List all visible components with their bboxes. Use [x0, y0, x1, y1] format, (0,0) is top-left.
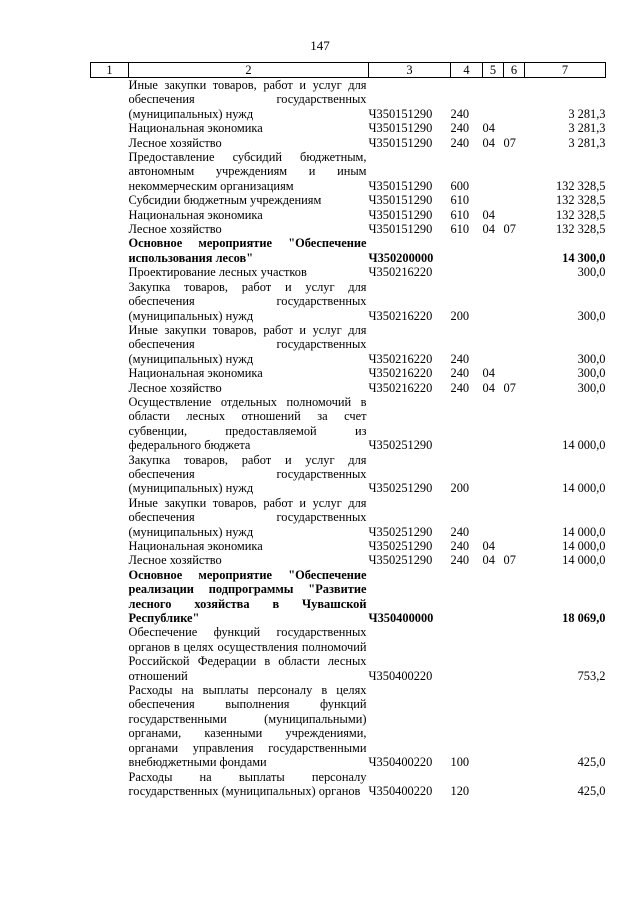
- row-sum: 753,2: [577, 668, 606, 683]
- row-empty-cell: [91, 323, 129, 366]
- row-empty-cell: [91, 453, 129, 496]
- row-code: Ч350151290: [368, 193, 433, 208]
- row-name: Иные закупки товаров, работ и услуг для обеспечения государственных (муниципальных) нужд: [128, 322, 367, 366]
- row-section: [483, 683, 504, 769]
- row-subsection: [504, 121, 525, 135]
- header-col-2: 2: [129, 63, 369, 78]
- row-sum: 3 281,3: [568, 106, 606, 121]
- table-row: [91, 625, 606, 683]
- table-row: [91, 193, 606, 207]
- row-name: Основное мероприятие "Обеспечение реализации подпрограммы "Развитие лесного хозяйства в Чувашской Республике": [128, 567, 367, 626]
- table-row: [91, 366, 606, 380]
- row-empty-cell: [91, 625, 129, 683]
- row-subsection: [504, 150, 525, 193]
- row-name: Лесное хозяйство: [128, 222, 222, 237]
- row-sum: 132 328,5: [555, 207, 606, 222]
- table-row: [91, 553, 606, 567]
- row-name: Проектирование лесных участков: [128, 265, 307, 280]
- row-section: [483, 323, 504, 366]
- row-code: Ч350400220: [368, 755, 433, 770]
- row-name: Лесное хозяйство: [128, 135, 222, 150]
- budget-table: [90, 62, 606, 798]
- row-expense-type: [451, 265, 483, 279]
- header-col-4: 4: [451, 63, 483, 78]
- table-row: [91, 323, 606, 366]
- row-code: Ч350251290: [368, 524, 433, 539]
- header-col-6: 6: [504, 63, 525, 78]
- row-sum: 425,0: [577, 783, 606, 798]
- row-sum: 132 328,5: [555, 193, 606, 208]
- row-expense-type: 200: [450, 308, 470, 323]
- row-subsection: [504, 625, 525, 683]
- row-empty-cell: [91, 280, 129, 323]
- row-expense-type: 600: [450, 178, 470, 193]
- row-expense-type: 200: [450, 481, 470, 496]
- row-sum: 18 069,0: [562, 611, 606, 626]
- row-sum: 300,0: [577, 265, 606, 280]
- table-row: [91, 381, 606, 395]
- row-code: Ч350216220: [368, 380, 433, 395]
- table-row: [91, 683, 606, 769]
- row-sum: 132 328,5: [555, 178, 606, 193]
- row-section: [483, 280, 504, 323]
- row-subsection: 07: [503, 222, 516, 237]
- table-row: [91, 770, 606, 799]
- row-subsection: [504, 496, 525, 539]
- row-section: [483, 193, 504, 207]
- row-code: Ч350151290: [368, 135, 433, 150]
- table-row: [91, 78, 606, 122]
- table-body: [91, 78, 606, 799]
- row-expense-type: 100: [450, 755, 470, 770]
- row-subsection: [504, 280, 525, 323]
- row-sum: 300,0: [577, 351, 606, 366]
- table-row: [91, 236, 606, 265]
- table-row: [91, 496, 606, 539]
- row-expense-type: 240: [450, 121, 470, 136]
- header-col-7: 7: [525, 63, 606, 78]
- row-name: Предоставление субсидий бюджетным, автономным учреждениям и иным некоммерческим организациям: [128, 150, 367, 193]
- row-empty-cell: [91, 553, 129, 567]
- row-empty-cell: [91, 193, 129, 207]
- row-name: Национальная экономика: [128, 121, 263, 136]
- row-section: 04: [482, 135, 495, 150]
- row-subsection: [504, 323, 525, 366]
- row-sum: 300,0: [577, 308, 606, 323]
- row-section: [483, 265, 504, 279]
- row-subsection: 07: [503, 380, 516, 395]
- row-empty-cell: [91, 568, 129, 626]
- table-row: [91, 150, 606, 193]
- row-sum: 14 000,0: [562, 438, 606, 453]
- header-col-3: 3: [369, 63, 451, 78]
- row-expense-type: 240: [450, 539, 470, 553]
- row-name: Осуществление отдельных полномочий в области лесных отношений за счет субвенции, предоставляемой из федерального бюджета: [128, 394, 367, 453]
- row-sum: 14 000,0: [562, 481, 606, 496]
- row-expense-type: 610: [450, 207, 470, 222]
- row-code: Ч350251290: [368, 481, 433, 496]
- row-subsection: [504, 453, 525, 496]
- row-subsection: [504, 236, 525, 265]
- row-sum: 14 000,0: [562, 553, 606, 568]
- page-number: 147: [310, 38, 330, 53]
- row-subsection: 07: [503, 135, 516, 150]
- row-expense-type: 240: [450, 351, 470, 366]
- row-empty-cell: [91, 366, 129, 380]
- row-empty-cell: [91, 265, 129, 279]
- row-name: Иные закупки товаров, работ и услуг для обеспечения государственных (муниципальных) нужд: [128, 78, 367, 121]
- row-section: [483, 395, 504, 453]
- row-code: Ч350216220: [368, 265, 433, 280]
- row-name: Лесное хозяйство: [128, 553, 222, 568]
- row-name: Расходы на выплаты персоналу в целях обеспечения выполнения функций государственными (муниципальными) органами, казенными учреждениями, органами управления государственными внебюджетными фондами: [128, 683, 367, 770]
- row-expense-type: [451, 568, 483, 626]
- table-row: [91, 222, 606, 236]
- row-section: 04: [482, 380, 495, 395]
- row-subsection: [504, 395, 525, 453]
- row-code: Ч350400220: [368, 783, 433, 798]
- row-empty-cell: [91, 222, 129, 236]
- row-sum: 14 000,0: [562, 524, 606, 539]
- row-section: [483, 236, 504, 265]
- row-subsection: [504, 193, 525, 207]
- table-row: [91, 208, 606, 222]
- row-sum: 3 281,3: [568, 121, 606, 136]
- row-code: Ч350216220: [368, 351, 433, 366]
- table-row: [91, 121, 606, 135]
- row-code: Ч350151290: [368, 207, 433, 222]
- row-empty-cell: [91, 121, 129, 135]
- row-section: [483, 496, 504, 539]
- table-row: [91, 453, 606, 496]
- row-subsection: [504, 366, 525, 380]
- row-section: [483, 453, 504, 496]
- row-expense-type: 240: [450, 135, 470, 150]
- row-section: [483, 625, 504, 683]
- row-expense-type: [451, 625, 483, 683]
- row-code: Ч350216220: [368, 366, 433, 381]
- row-empty-cell: [91, 683, 129, 769]
- row-name: Национальная экономика: [128, 207, 263, 222]
- row-name: Национальная экономика: [128, 539, 263, 553]
- row-code: Ч350251290: [368, 539, 433, 553]
- table-row: [91, 265, 606, 279]
- row-name: Национальная экономика: [128, 366, 263, 381]
- row-empty-cell: [91, 539, 129, 553]
- row-name: Обеспечение функций государственных органов в целях осуществления полномочий Российской Федерации в области лесных отношений: [128, 625, 367, 683]
- row-empty-cell: [91, 381, 129, 395]
- row-sum: 300,0: [577, 366, 606, 381]
- row-sum: 3 281,3: [568, 135, 606, 150]
- row-name: Иные закупки товаров, работ и услуг для обеспечения государственных (муниципальных) нужд: [128, 495, 367, 539]
- table-header-row: [91, 63, 606, 78]
- row-code: Ч350251290: [368, 553, 433, 568]
- row-code: Ч350151290: [368, 106, 433, 121]
- row-empty-cell: [91, 136, 129, 150]
- row-subsection: [504, 78, 525, 122]
- row-expense-type: 240: [450, 366, 470, 381]
- row-code: Ч350251290: [368, 438, 433, 453]
- header-col-1: 1: [91, 63, 129, 78]
- row-empty-cell: [91, 496, 129, 539]
- row-section: 04: [482, 207, 495, 222]
- row-code: Ч350216220: [368, 308, 433, 323]
- row-code: Ч350200000: [368, 250, 434, 265]
- row-empty-cell: [91, 395, 129, 453]
- table-row: [91, 395, 606, 453]
- row-name: Закупка товаров, работ и услуг для обеспечения государственных (муниципальных) нужд: [128, 279, 367, 323]
- header-col-5: 5: [483, 63, 504, 78]
- row-empty-cell: [91, 770, 129, 799]
- table-row: [91, 539, 606, 553]
- row-empty-cell: [91, 78, 129, 122]
- row-empty-cell: [91, 236, 129, 265]
- row-section: [483, 770, 504, 799]
- row-subsection: 07: [503, 553, 516, 568]
- row-subsection: [504, 770, 525, 799]
- row-section: 04: [482, 121, 495, 136]
- row-code: Ч350400000: [368, 611, 434, 626]
- row-expense-type: 240: [450, 106, 470, 121]
- row-sum: 300,0: [577, 380, 606, 395]
- row-expense-type: 610: [450, 193, 470, 208]
- row-name: Закупка товаров, работ и услуг для обеспечения государственных (муниципальных) нужд: [128, 452, 367, 496]
- row-expense-type: 610: [450, 222, 470, 237]
- row-sum: 132 328,5: [555, 222, 606, 237]
- row-subsection: [504, 208, 525, 222]
- row-subsection: [504, 568, 525, 626]
- row-section: [483, 78, 504, 122]
- row-code: Ч350151290: [368, 178, 433, 193]
- row-expense-type: 240: [450, 524, 470, 539]
- row-expense-type: [451, 236, 483, 265]
- table-row: [91, 136, 606, 150]
- row-subsection: [504, 265, 525, 279]
- row-subsection: [504, 539, 525, 553]
- table-row: [91, 280, 606, 323]
- row-name: Расходы на выплаты персоналу государственных (муниципальных) органов: [128, 769, 367, 798]
- row-code: Ч350151290: [368, 121, 433, 136]
- row-sum: 14 000,0: [562, 539, 606, 553]
- table-row: [91, 568, 606, 626]
- row-section: 04: [482, 366, 495, 381]
- row-expense-type: [451, 395, 483, 453]
- row-empty-cell: [91, 150, 129, 193]
- row-sum: 14 300,0: [562, 250, 606, 265]
- row-sum: 425,0: [577, 755, 606, 770]
- row-section: [483, 568, 504, 626]
- row-expense-type: 240: [450, 553, 470, 568]
- row-empty-cell: [91, 208, 129, 222]
- row-subsection: [504, 683, 525, 769]
- row-name: Основное мероприятие "Обеспечение использования лесов": [128, 236, 367, 265]
- row-section: 04: [482, 539, 495, 553]
- row-expense-type: 240: [450, 380, 470, 395]
- row-name: Субсидии бюджетным учреждениям: [128, 193, 322, 208]
- row-code: Ч350151290: [368, 222, 433, 237]
- row-name: Лесное хозяйство: [128, 380, 222, 395]
- row-section: 04: [482, 553, 495, 568]
- row-expense-type: 120: [450, 783, 470, 798]
- row-code: Ч350400220: [368, 668, 433, 683]
- row-section: 04: [482, 222, 495, 237]
- row-section: [483, 150, 504, 193]
